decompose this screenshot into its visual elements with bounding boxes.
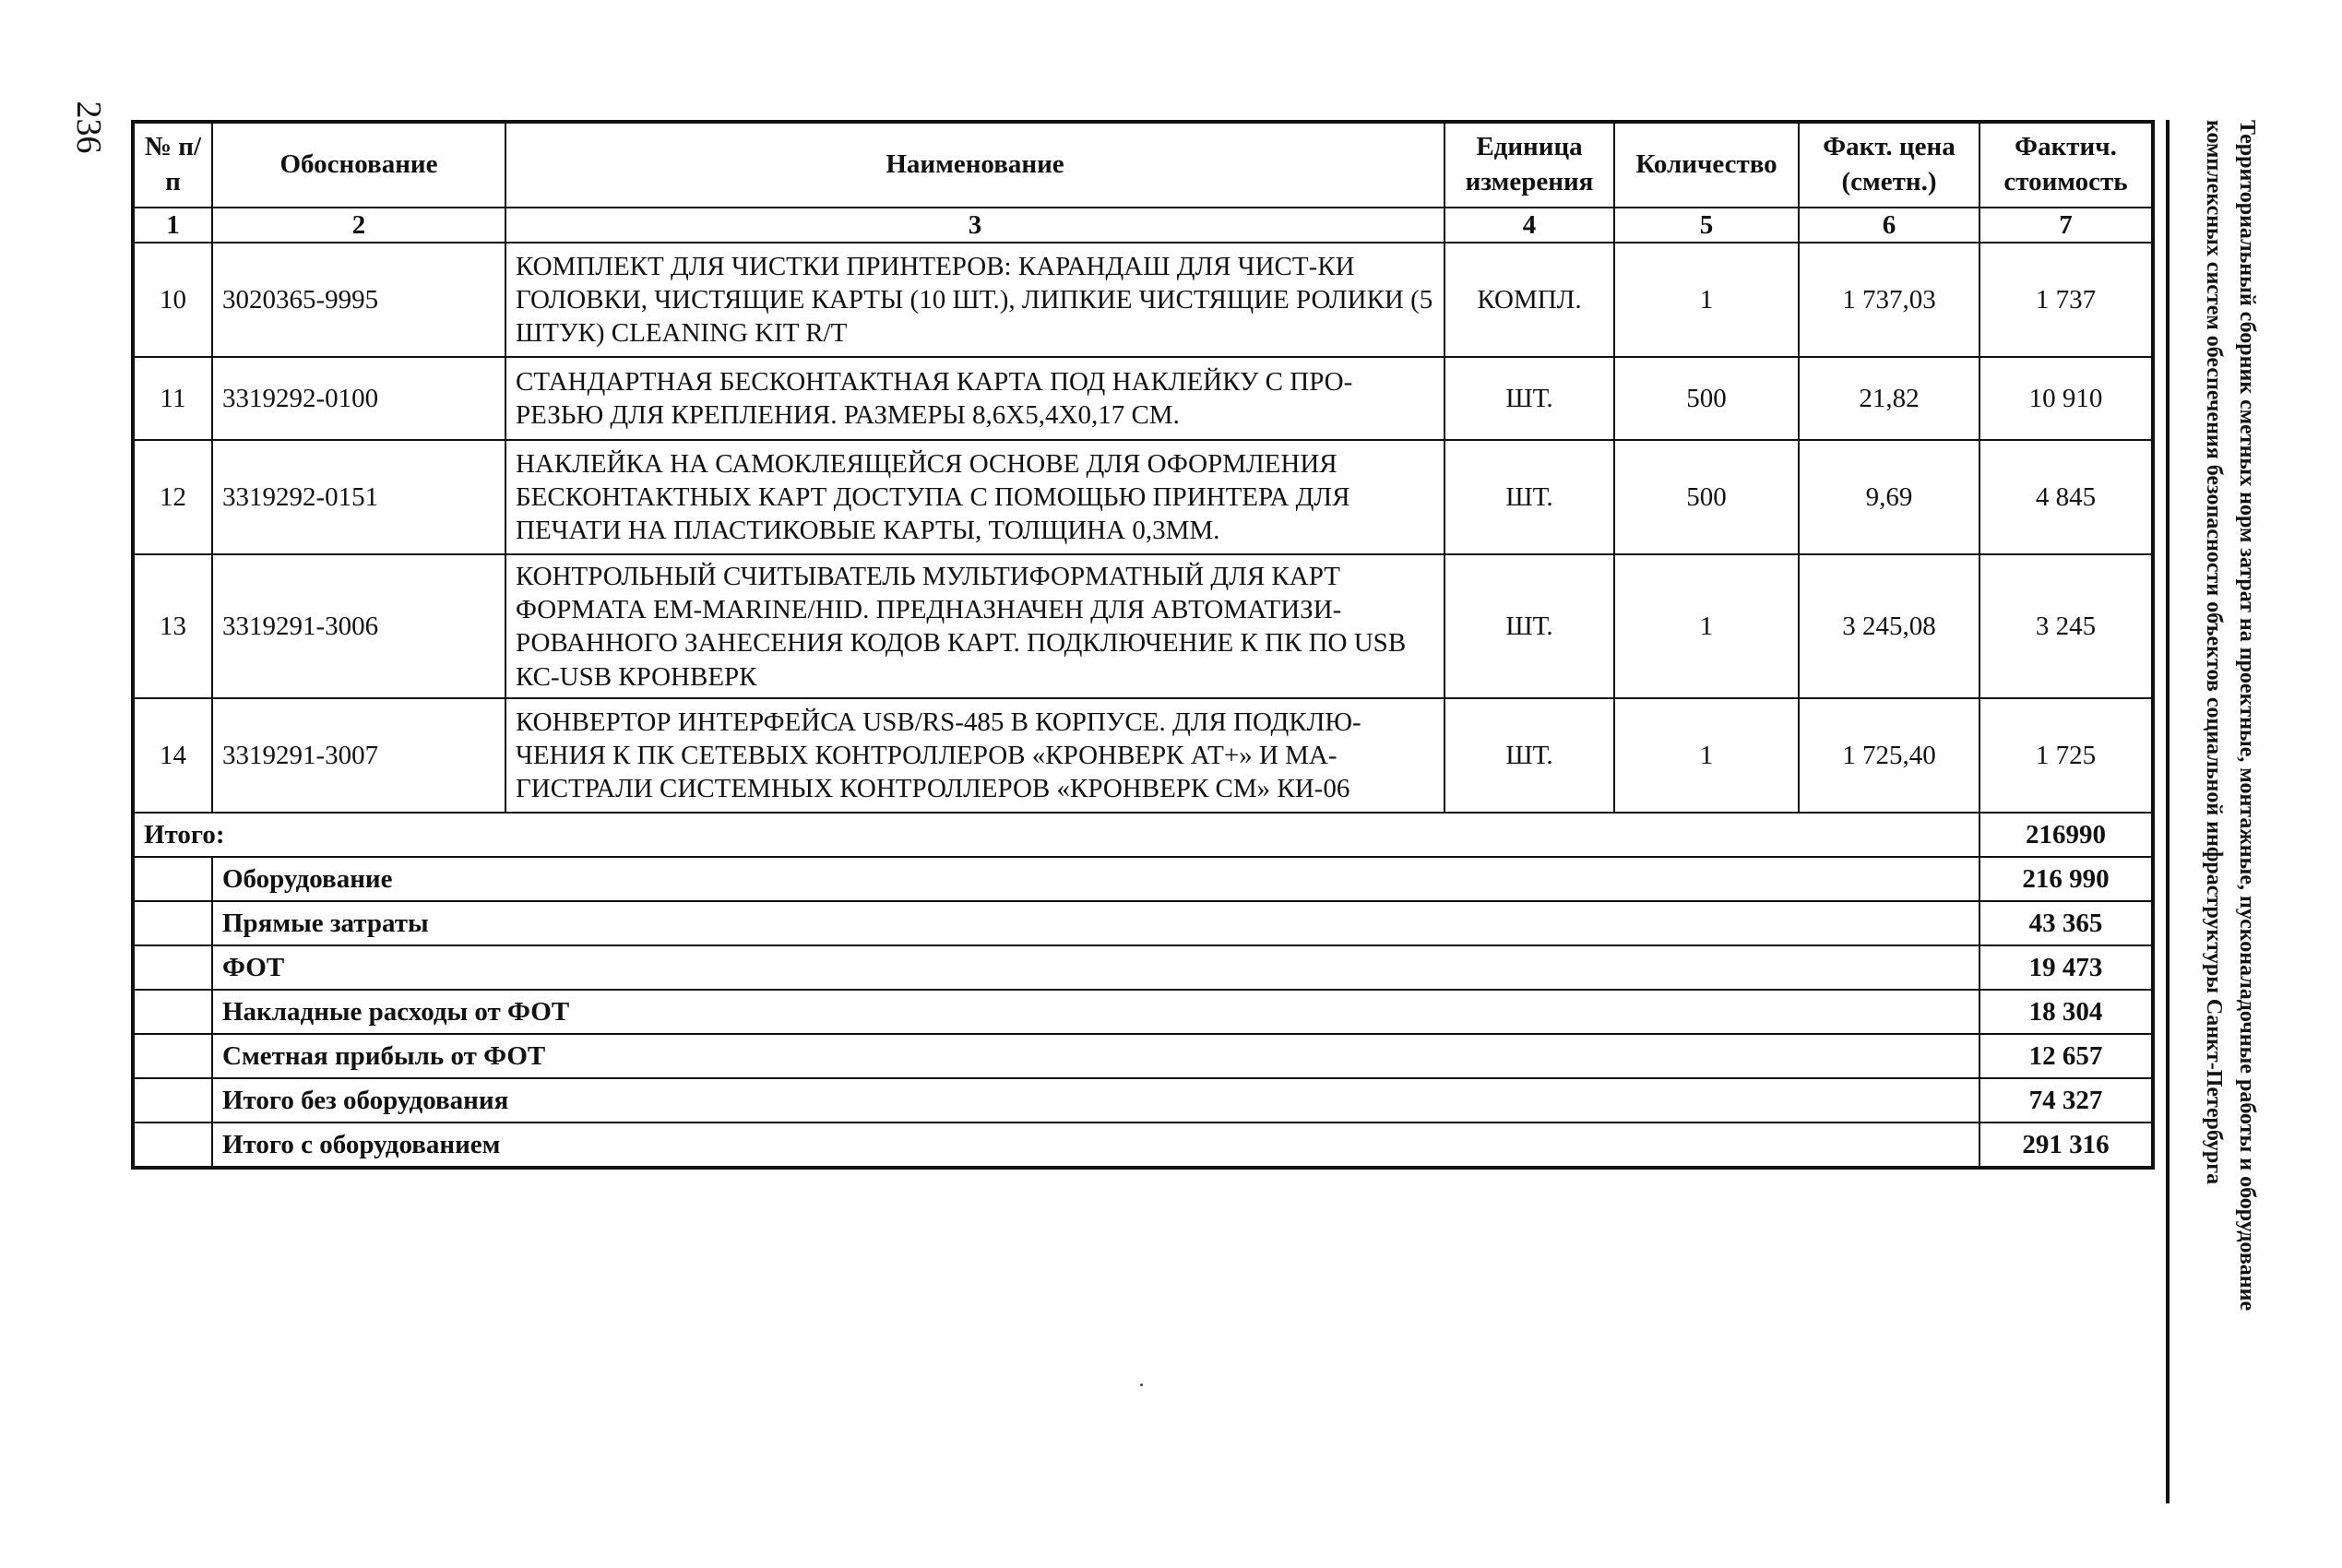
- estimate-table: [131, 120, 2155, 1170]
- row-qty: 500: [1614, 357, 1799, 440]
- summary-value: 216 990: [1979, 857, 2153, 901]
- row-no: 14: [133, 698, 212, 813]
- side-title-line-1: Территориальный сборник сметных норм затрат на проектные, монтажные, пусконаладочные работы и оборудование: [2235, 120, 2259, 1312]
- column-number: 7: [1979, 208, 2153, 243]
- summary-label: Итого без оборудования: [212, 1078, 1979, 1123]
- summary-value: 43 365: [1979, 901, 2153, 945]
- column-number: 2: [212, 208, 505, 243]
- row-price: 3 245,08: [1799, 554, 1979, 698]
- header-quantity: Количество: [1614, 122, 1799, 208]
- summary-label: Накладные расходы от ФОТ: [212, 990, 1979, 1034]
- page-number: 236: [69, 101, 108, 154]
- row-price: 1 725,40: [1799, 698, 1979, 813]
- table-row: [133, 698, 2153, 813]
- summary-spacer: [133, 857, 212, 901]
- summary-value: 18 304: [1979, 990, 2153, 1034]
- row-qty: 500: [1614, 440, 1799, 554]
- column-number-row: [133, 208, 2153, 243]
- row-code: 3020365-9995: [212, 243, 505, 357]
- row-unit: ШТ.: [1444, 357, 1614, 440]
- row-unit: ШТ.: [1444, 440, 1614, 554]
- summary-value: 291 316: [1979, 1123, 2153, 1168]
- row-no: 13: [133, 554, 212, 698]
- side-title-rule: [2166, 120, 2170, 1503]
- row-name: КОНТРОЛЬНЫЙ СЧИТЫВАТЕЛЬ МУЛЬТИФОРМАТНЫЙ ДЛЯ КАРТ ФОРМАТА EM-MARINE/HID. ПРЕДНАЗНАЧЕН ДЛЯ АВТОМАТИЗИ-РОВАННОГО ЗАНЕСЕНИЯ КОДОВ КАРТ. ПОДКЛЮЧЕНИЕ К ПК ПО USB КС-USB КРОНВЕРК: [505, 554, 1444, 698]
- row-unit: ШТ.: [1444, 554, 1614, 698]
- total-row: [133, 813, 2153, 857]
- row-code: 3319291-3006: [212, 554, 505, 698]
- row-unit: КОМПЛ.: [1444, 243, 1614, 357]
- table-row: [133, 554, 2153, 698]
- header-row: [133, 122, 2153, 208]
- summary-spacer: [133, 1078, 212, 1123]
- summary-row-overhead: [133, 990, 2153, 1034]
- summary-value: 19 473: [1979, 945, 2153, 990]
- row-name: КОНВЕРТОР ИНТЕРФЕЙСА USB/RS-485 В КОРПУСЕ. ДЛЯ ПОДКЛЮ-ЧЕНИЯ К ПК СЕТЕВЫХ КОНТРОЛЛЕРОВ «КРОНВЕРК АТ+» И МА-ГИСТРАЛИ СИСТЕМНЫХ КОНТРОЛЛЕРОВ «КРОНВЕРК СМ» КИ-06: [505, 698, 1444, 813]
- row-no: 12: [133, 440, 212, 554]
- row-price: 1 737,03: [1799, 243, 1979, 357]
- column-number: 3: [505, 208, 1444, 243]
- row-price: 9,69: [1799, 440, 1979, 554]
- row-price: 21,82: [1799, 357, 1979, 440]
- row-name: КОМПЛЕКТ ДЛЯ ЧИСТКИ ПРИНТЕРОВ: КАРАНДАШ ДЛЯ ЧИСТ-КИ ГОЛОВКИ, ЧИСТЯЩИЕ КАРТЫ (10 ШТ.), ЛИПКИЕ ЧИСТЯЩИЕ РОЛИКИ (5 ШТУК) CLEANING KIT R/T: [505, 243, 1444, 357]
- summary-row-direct-costs: [133, 901, 2153, 945]
- column-number: 5: [1614, 208, 1799, 243]
- row-qty: 1: [1614, 243, 1799, 357]
- summary-spacer: [133, 901, 212, 945]
- summary-row-total-with-equipment: [133, 1123, 2153, 1168]
- summary-row-equipment: [133, 857, 2153, 901]
- header-name: Наименование: [505, 122, 1444, 208]
- summary-spacer: [133, 990, 212, 1034]
- row-qty: 1: [1614, 554, 1799, 698]
- summary-value: 74 327: [1979, 1078, 2153, 1123]
- row-cost: 1 725: [1979, 698, 2153, 813]
- summary-label: Прямые затраты: [212, 901, 1979, 945]
- summary-row-payroll: [133, 945, 2153, 990]
- summary-row-total-without-equipment: [133, 1078, 2153, 1123]
- header-price: Факт. цена (сметн.): [1799, 122, 1979, 208]
- summary-spacer: [133, 1034, 212, 1078]
- row-cost: 3 245: [1979, 554, 2153, 698]
- header-unit: Единица измерения: [1444, 122, 1614, 208]
- summary-label: Сметная прибыль от ФОТ: [212, 1034, 1979, 1078]
- row-no: 11: [133, 357, 212, 440]
- row-code: 3319292-0151: [212, 440, 505, 554]
- row-code: 3319291-3007: [212, 698, 505, 813]
- row-qty: 1: [1614, 698, 1799, 813]
- side-title-line-2: комплексных систем обеспечения безопасности объектов социальной инфраструктуры Санкт-Петербурга: [2202, 120, 2226, 1185]
- row-unit: ШТ.: [1444, 698, 1614, 813]
- row-name: НАКЛЕЙКА НА САМОКЛЕЯЩЕЙСЯ ОСНОВЕ ДЛЯ ОФОРМЛЕНИЯ БЕСКОНТАКТНЫХ КАРТ ДОСТУПА С ПОМОЩЬЮ ПРИНТЕРА ДЛЯ ПЕЧАТИ НА ПЛАСТИКОВЫЕ КАРТЫ, ТОЛЩИНА 0,3ММ.: [505, 440, 1444, 554]
- summary-spacer: [133, 945, 212, 990]
- total-value: 216990: [1979, 813, 2153, 857]
- column-number: 6: [1799, 208, 1979, 243]
- summary-value: 12 657: [1979, 1034, 2153, 1078]
- summary-label: Итого с оборудованием: [212, 1123, 1979, 1168]
- table-row: [133, 243, 2153, 357]
- row-code: 3319292-0100: [212, 357, 505, 440]
- row-cost: 4 845: [1979, 440, 2153, 554]
- header-cost: Фактич. стоимость: [1979, 122, 2153, 208]
- table-row: [133, 440, 2153, 554]
- row-name: СТАНДАРТНАЯ БЕСКОНТАКТНАЯ КАРТА ПОД НАКЛЕЙКУ С ПРО-РЕЗЬЮ ДЛЯ КРЕПЛЕНИЯ. РАЗМЕРЫ 8,6Х5,4Х0,17 СМ.: [505, 357, 1444, 440]
- summary-label: ФОТ: [212, 945, 1979, 990]
- header-basis: Обоснование: [212, 122, 505, 208]
- row-cost: 10 910: [1979, 357, 2153, 440]
- column-number: 4: [1444, 208, 1614, 243]
- row-cost: 1 737: [1979, 243, 2153, 357]
- summary-spacer: [133, 1123, 212, 1168]
- header-no: № п/п: [133, 122, 212, 208]
- row-no: 10: [133, 243, 212, 357]
- summary-label: Оборудование: [212, 857, 1979, 901]
- side-title: [2168, 120, 2269, 1411]
- scan-speck: [1140, 1384, 1143, 1386]
- summary-row-profit: [133, 1034, 2153, 1078]
- table-row: [133, 357, 2153, 440]
- total-label: Итого:: [133, 813, 1979, 857]
- column-number: 1: [133, 208, 212, 243]
